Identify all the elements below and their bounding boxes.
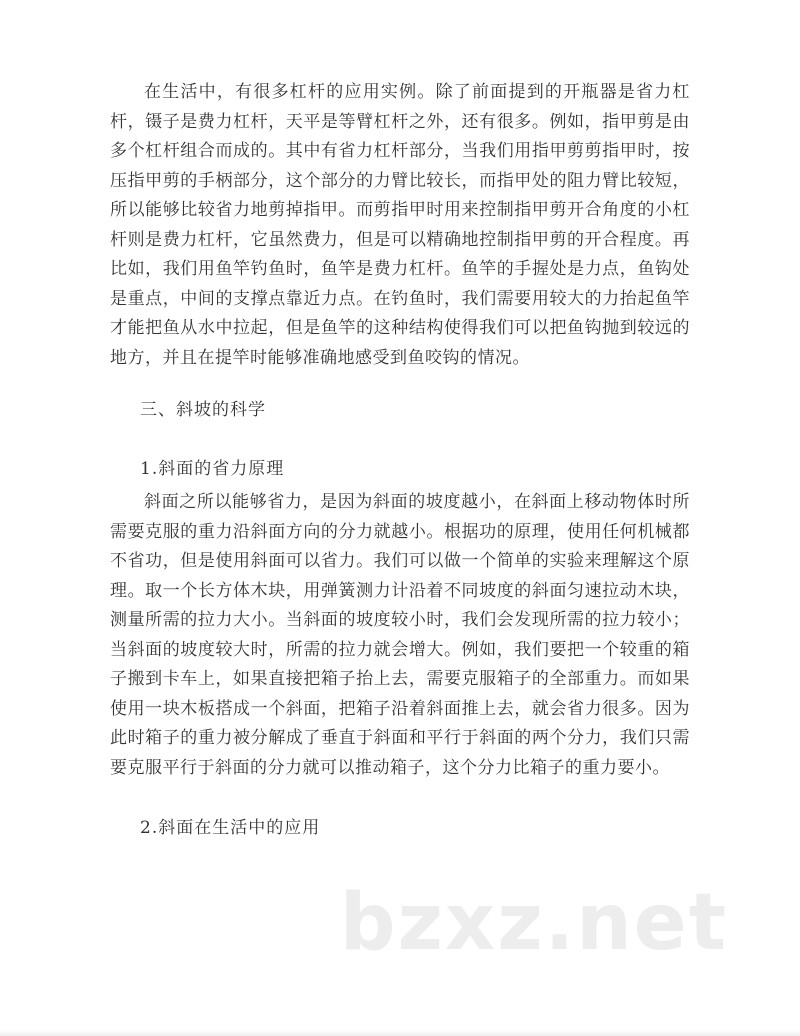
paragraph-levers-examples: 在生活中，有很多杠杆的应用实例。除了前面提到的开瓶器是省力杠杆，镊子是费力杠杆，天平是等臂杠杆之外，还有很多。例如，指甲剪是由多个杠杆组合而成的。其中有省力杠杆部分，当我们用指甲剪剪指甲时，按压指甲剪的手柄部分，这个部分的力臂比较长，而指甲处的阻力臂比较短，所以能够比较省力地剪掉指甲。而剪指甲时用来控制指甲剪开合角度的小杠杆则是费力杠杆，它虽然费力，但是可以精确地控制指甲剪的开合程度。再比如，我们用鱼竿钓鱼时，鱼竿是费力杠杆。鱼竿的手握处是力点，鱼钩处是重点，中间的支撑点靠近力点。在钓鱼时，我们需要用较大的力抬起鱼竿才能把鱼从水中拉起，但是鱼竿的这种结构使得我们可以把鱼钩抛到较远的地方，并且在提竿时能够准确地感受到鱼咬钩的情况。	[110, 82, 690, 368]
subsection-heading-slope-applications: 2.斜面在生活中的应用	[140, 818, 321, 838]
subsection-heading-slope-principle: 1.斜面的省力原理	[140, 459, 285, 479]
section-heading-slope-science: 三、斜坡的科学	[140, 400, 266, 420]
paragraph-slope-principle: 斜面之所以能够省力，是因为斜面的坡度越小，在斜面上移动物体时所需要克服的重力沿斜面方向的分力就越小。根据功的原理，使用任何机械都不省功，但是使用斜面可以省力。我们可以做一个简单的实验来理解这个原理。取一个长方体木块，用弹簧测力计沿着不同坡度的斜面匀速拉动木块，测量所需的拉力大小。当斜面的坡度较小时，我们会发现所需的拉力较小；当斜面的坡度较大时，所需的拉力就会增大。例如，我们要把一个较重的箱子搬到卡车上，如果直接把箱子抬上去，需要克服箱子的全部重力。而如果使用一块木板搭成一个斜面，把箱子沿着斜面推上去，就会省力很多。因为此时箱子的重力被分解成了垂直于斜面和平行于斜面的两个分力，我们只需要克服平行于斜面的分力就可以推动箱子，这个分力比箱子的重力要小。	[110, 492, 690, 778]
page-bottom-edge	[0, 1030, 800, 1036]
watermark-logo: bzxz.net	[339, 878, 728, 968]
